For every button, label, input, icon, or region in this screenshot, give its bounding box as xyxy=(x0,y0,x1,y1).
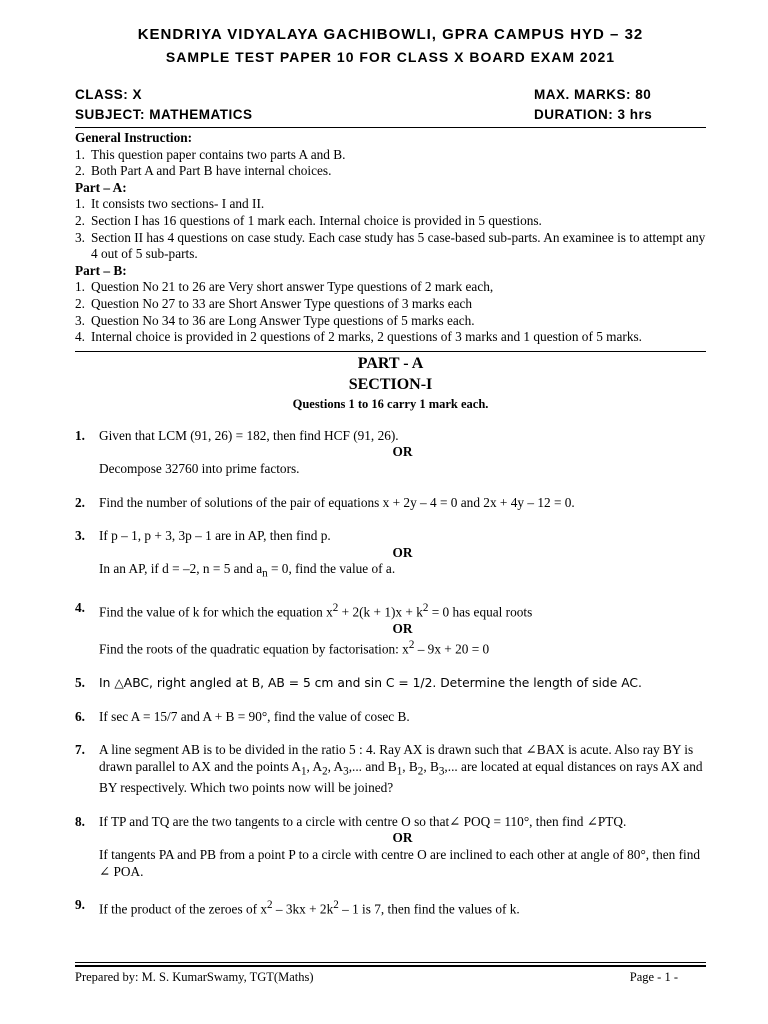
question-2: 2. Find the number of solutions of the pair of equations x + 2y – 4 = 0 and 2x + 4y – 12 = 0. xyxy=(75,494,575,510)
or-label: OR xyxy=(392,620,413,636)
section-title: SECTION-I xyxy=(348,375,433,393)
subject-label: SUBJECT: MATHEMATICS xyxy=(75,107,253,122)
list-item: 1. Question No 21 to 26 are Very short answer Type questions of 2 mark each, xyxy=(75,279,494,295)
question-7: 7. A line segment AB is to be divided in the ratio 5 : 4. Ray AX is drawn such that ∠BAX is acute. Also ray BY is drawn parallel to AX and the points $A_1$, $A_2$, $A_3$,... and $B_1$, $B_2$, $B_3$,... are located at equal distances on rays AX and BY respectively. Which two points now will be joined? xyxy=(75,742,703,796)
author-credit: Prepared by: M. S. KumarSwamy, TGT(Maths) xyxy=(75,970,314,984)
question-1: 1. Given that LCM (91, 26) = 182, then find HCF (91, 26). OR Decompose 32760 into prime factors. xyxy=(75,428,706,478)
question-4: 4. Find the value of k for which the equation $x^2 + 2(k + 1)x + k^2 = 0$ has equal roots OR Find the roots of the quadratic equation by factorisation: $x^2 - 9x + 20 = 0$ xyxy=(75,600,706,659)
class-label: CLASS: X xyxy=(75,87,143,102)
question-6: 6. If sec A = 15/7 and A + B = 90°, find the value of cosec B. xyxy=(75,708,410,724)
list-item: 2. Section I has 16 questions of 1 mark each. Internal choice is provided in 5 questions. xyxy=(75,212,542,228)
question-8: 8. If TP and TQ are the two tangents to a circle with centre O so that∠ POQ = 110°, then find ∠PTQ. OR If tangents PA and PB from a point P to a circle with centre O are inclined to each other at angle of 80°, then find ∠ POA. xyxy=(75,814,706,880)
list-item: 4. Internal choice is provided in 2 questions of 2 marks, 2 questions of 3 marks and 1 question of 5 marks. xyxy=(75,329,642,345)
list-item: 2. Both Part A and Part B have internal choices. xyxy=(75,163,332,179)
instructions-heading: General Instruction: xyxy=(75,130,193,145)
document-page xyxy=(75,22,706,935)
part-title: PART - A xyxy=(357,354,424,372)
list-item: 3. Section II has 4 questions on case study. Each case study has 5 case-based sub-parts. An examinee is to attempt any 4 out of 5 sub-parts. xyxy=(75,229,706,262)
paper-title: SAMPLE TEST PAPER 10 FOR CLASS X BOARD EXAM 2021 xyxy=(165,49,616,65)
section-subtitle: Questions 1 to 16 carry 1 mark each. xyxy=(292,396,489,411)
exam-info xyxy=(75,85,706,125)
part-a-heading: Part – A: xyxy=(75,179,127,195)
list-item: 3. Question No 34 to 36 are Long Answer Type questions of 5 marks each. xyxy=(75,312,475,328)
divider xyxy=(75,962,706,963)
list-item: 1. This question paper contains two parts A and B. xyxy=(75,146,346,162)
or-label: OR xyxy=(392,544,413,560)
or-label: OR xyxy=(392,830,413,846)
divider xyxy=(75,351,706,352)
or-label: OR xyxy=(392,444,413,460)
duration-label: DURATION: 3 hrs xyxy=(534,107,653,122)
page-number: Page - 1 - xyxy=(629,970,678,984)
questions-list xyxy=(75,428,706,918)
question-5: 5. In △ABC, right angled at B, AB = 5 cm and sin C = 1/2. Determine the length of side AC. xyxy=(75,675,642,691)
part-b-heading: Part – B: xyxy=(75,262,127,278)
question-9: 9. If the product of the zeroes of $x^2 - 3kx + 2k^2 - 1$ is 7, then find the values of k. xyxy=(75,897,520,917)
divider xyxy=(75,965,706,967)
list-item: 1. It consists two sections- I and II. xyxy=(75,196,265,212)
max-marks-label: MAX. MARKS: 80 xyxy=(534,87,652,102)
question-3: 3. If p – 1, p + 3, 3p – 1 are in AP, then find p. OR In an AP, if d = –2, n = 5 and $a_n = 0$, find the value of a. xyxy=(75,528,706,582)
school-title: KENDRIYA VIDYALAYA GACHIBOWLI, GPRA CAMPUS HYD – 32 xyxy=(137,26,644,43)
divider xyxy=(75,127,706,128)
general-instructions xyxy=(75,130,706,346)
list-item: 2. Question No 27 to 33 are Short Answer Type questions of 3 marks each xyxy=(75,295,473,311)
page-footer xyxy=(75,962,706,985)
